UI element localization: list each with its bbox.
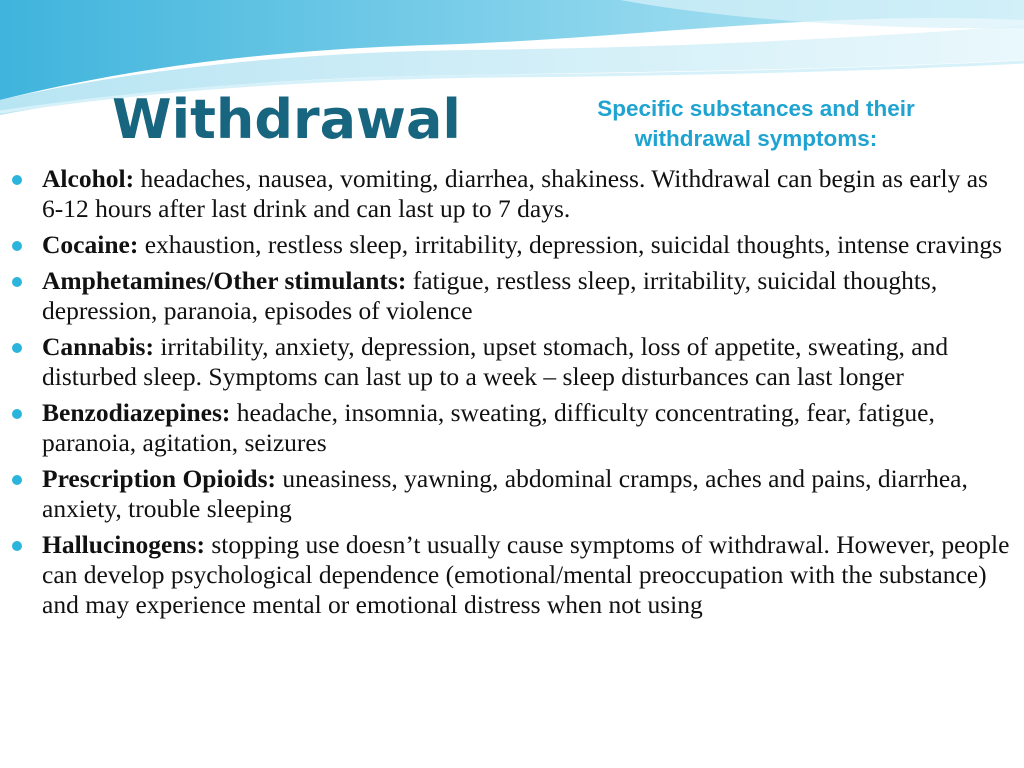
- bullet-term: Hallucinogens:: [42, 530, 205, 559]
- bullet-item-benzodiazepines: [0, 398, 1024, 458]
- bullet-text: exhaustion, restless sleep, irritability, depression, suicidal thoughts, intense cravings: [138, 230, 1003, 259]
- round-dot-icon: [12, 277, 22, 287]
- bullet-item-hallucinogens: [0, 530, 1024, 620]
- bullet-term: Cannabis:: [42, 332, 154, 361]
- bullet-text: fatigue, restless sleep, irritability, suicidal thoughts, depression, paranoia, episodes of violence: [42, 266, 938, 325]
- round-dot-icon: [12, 475, 22, 485]
- bullet-item-prescription-opioids: [0, 464, 1024, 524]
- bullet-item-alcohol: [0, 164, 1024, 224]
- bullet-item-cocaine: [0, 230, 1024, 260]
- bullet-term: Cocaine:: [42, 230, 139, 259]
- slide-subtitle: Specific substances and their withdrawal symptoms:: [597, 96, 915, 151]
- round-dot-icon: [12, 409, 22, 419]
- bullet-item-amphetamines: [0, 266, 1024, 326]
- bullet-item-cannabis: [0, 332, 1024, 392]
- round-dot-icon: [12, 541, 22, 551]
- bullet-term: Alcohol:: [42, 164, 135, 193]
- round-dot-icon: [12, 175, 22, 185]
- bullet-text: stopping use doesn’t usually cause symptoms of withdrawal. However, people can develop psychological dependence (emotional/mental preoccupation with the substance) and may experience mental or emotional distress when not using: [42, 530, 1010, 619]
- bullet-term: Prescription Opioids:: [42, 464, 276, 493]
- round-dot-icon: [12, 241, 22, 251]
- bullet-list: [0, 164, 1024, 626]
- bullet-text: headache, insomnia, sweating, difficulty concentrating, fear, fatigue, paranoia, agitation, seizures: [42, 398, 935, 457]
- slide-title: Withdrawal: [112, 88, 461, 151]
- bullet-text: irritability, anxiety, depression, upset stomach, loss of appetite, sweating, and disturbed sleep. Symptoms can last up to a week – sleep disturbances can last longer: [42, 332, 949, 391]
- round-dot-icon: [12, 343, 22, 353]
- bullet-term: Amphetamines/Other stimulants:: [42, 266, 407, 295]
- bullet-text: headaches, nausea, vomiting, diarrhea, shakiness. Withdrawal can begin as early as 6-12 hours after last drink and can last up to 7 days.: [42, 164, 988, 223]
- bullet-term: Benzodiazepines:: [42, 398, 231, 427]
- bullet-text: uneasiness, yawning, abdominal cramps, aches and pains, diarrhea, anxiety, trouble sleeping: [42, 464, 968, 523]
